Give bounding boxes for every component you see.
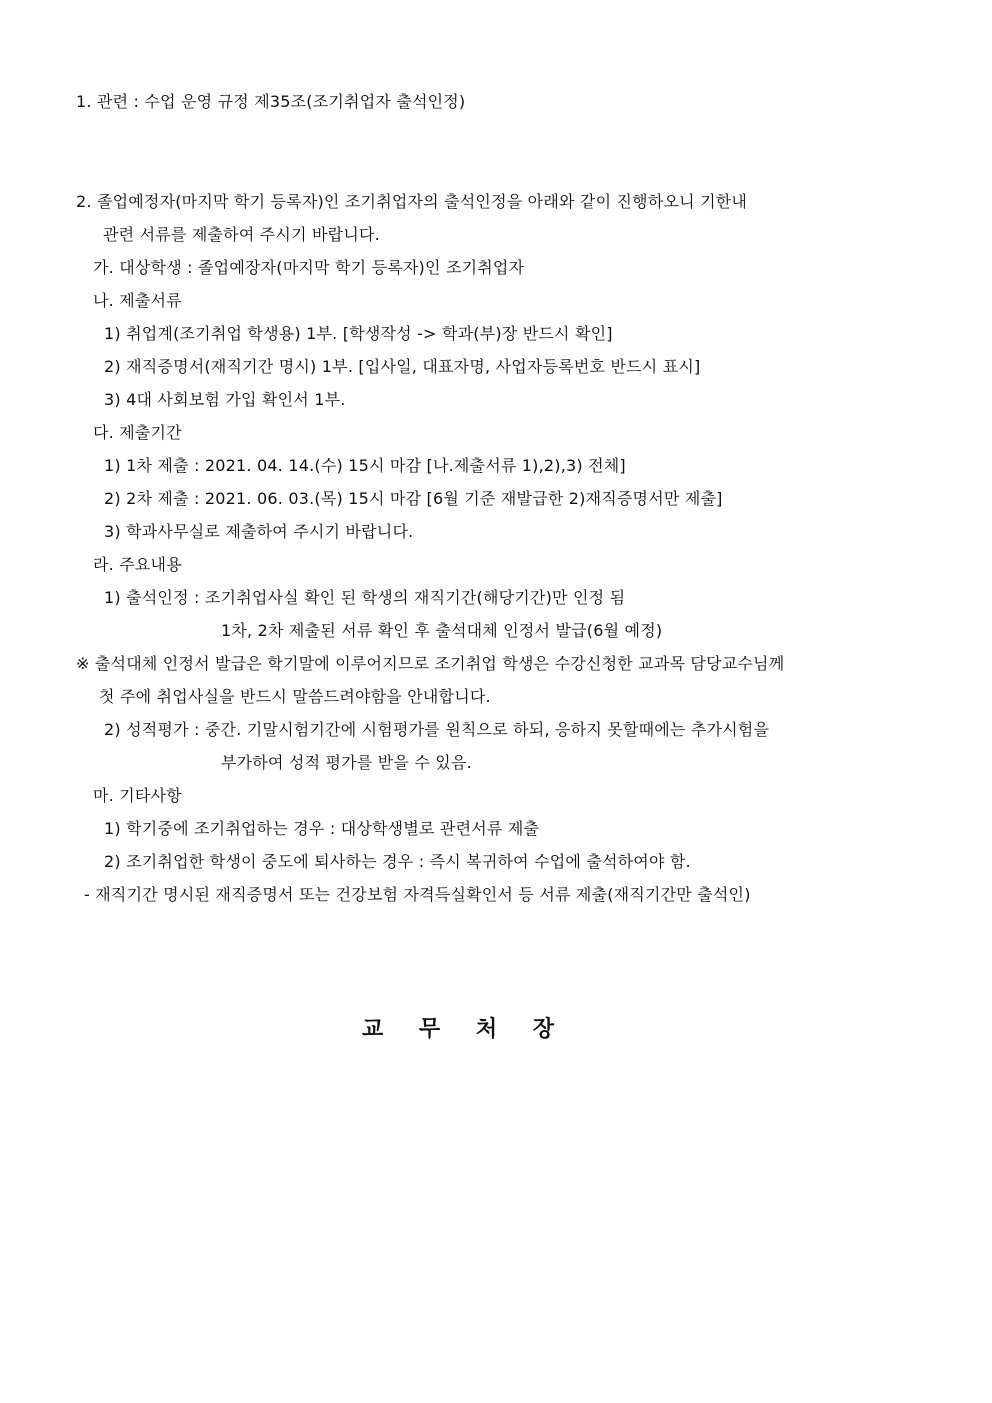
section-ga-target: 가. 대상학생 : 졸업예장자(마지막 학기 등록자)인 조기취업자	[93, 258, 525, 277]
na-item-2: 2) 재직증명서(재직기간 명시) 1부. [입사일, 대표자명, 사업자등록번호 반드시 표시]	[104, 357, 701, 376]
section-da-heading: 다. 제출기간	[93, 423, 182, 442]
item-1-regulation: 1. 관련 : 수업 운영 규정 제35조(조기취업자 출석인정)	[76, 92, 466, 111]
item-2-line-2: 관련 서류를 제출하여 주시기 바랍니다.	[103, 225, 380, 244]
ra-item-2: 2) 성적평가 : 중간. 기말시험기간에 시험평가를 원칙으로 하되, 응하지 못할때에는 추가시험을	[104, 720, 770, 739]
note-line-1: ※ 출석대체 인정서 발급은 학기말에 이루어지므로 조기취업 학생은 수강신청한 교과목 담당교수님께	[76, 654, 785, 673]
note-line-2: 첫 주에 취업사실을 반드시 말씀드려야함을 안내합니다.	[99, 687, 491, 706]
ra-item-1: 1) 출석인정 : 조기취업사실 확인 된 학생의 재직기간(해당기간)만 인정 됨	[104, 588, 626, 607]
item-2-line-1: 2. 졸업예정자(마지막 학기 등록자)인 조기취업자의 출석인정을 아래와 같이 진행하오니 기한내	[76, 192, 748, 211]
signature-academic-affairs-dean: 교 무 처 장	[362, 1017, 568, 1042]
section-ma-heading: 마. 기타사항	[93, 786, 182, 805]
na-item-3: 3) 4대 사회보험 가입 확인서 1부.	[104, 390, 346, 409]
da-item-2: 2) 2차 제출 : 2021. 06. 03.(목) 15시 마감 [6월 기준 재발급한 2)재직증명서만 제출]	[104, 489, 723, 508]
section-ra-heading: 라. 주요내용	[93, 555, 182, 574]
da-item-1: 1) 1차 제출 : 2021. 04. 14.(수) 15시 마감 [나.제출서류 1),2),3) 전체]	[104, 456, 626, 475]
ra-item-1-continued: 1차, 2차 제출된 서류 확인 후 출석대체 인정서 발급(6월 예정)	[221, 621, 663, 640]
ma-dash-note: - 재직기간 명시된 재직증명서 또는 건강보험 자격득실확인서 등 서류 제출(재직기간만 출석인)	[84, 885, 751, 904]
ma-item-2: 2) 조기취업한 학생이 중도에 퇴사하는 경우 : 즉시 복귀하여 수업에 출석하여야 함.	[104, 852, 691, 871]
ma-item-1: 1) 학기중에 조기취업하는 경우 : 대상학생별로 관련서류 제출	[104, 819, 540, 838]
da-item-3: 3) 학과사무실로 제출하여 주시기 바랍니다.	[104, 522, 414, 541]
na-item-1: 1) 취업계(조기취업 학생용) 1부. [학생작성 -> 학과(부)장 반드시 확인]	[104, 324, 613, 343]
section-na-heading: 나. 제출서류	[93, 291, 182, 310]
ra-item-2-continued: 부가하여 성적 평가를 받을 수 있음.	[221, 753, 472, 772]
